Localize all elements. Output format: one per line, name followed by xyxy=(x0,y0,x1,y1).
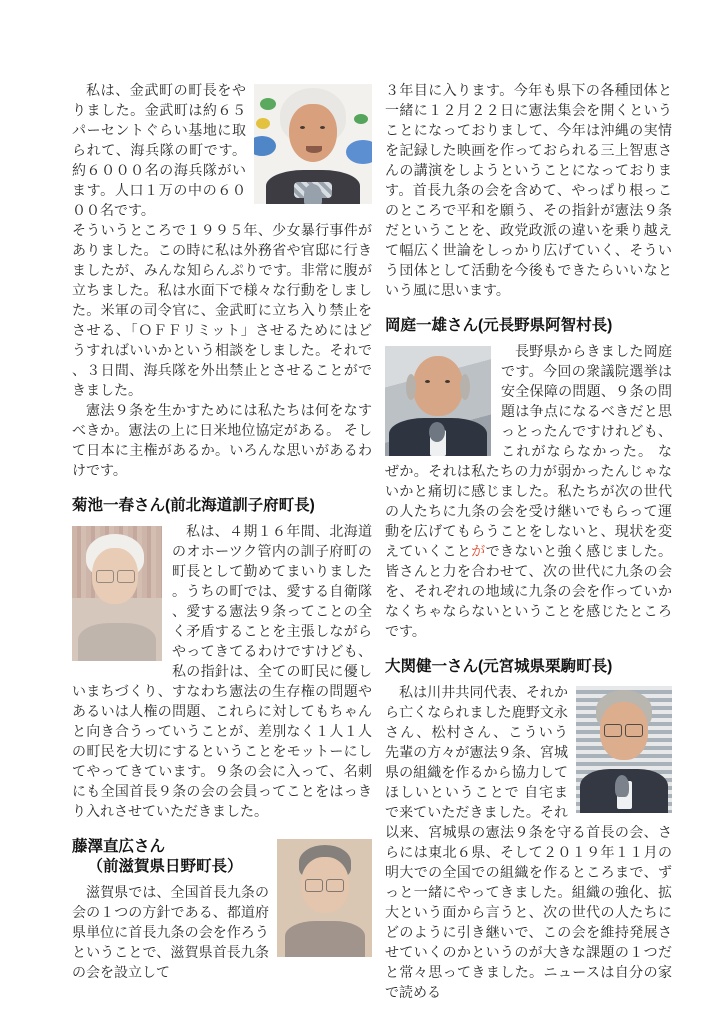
banner-shape xyxy=(346,140,372,164)
glasses xyxy=(96,570,114,583)
microphone-icon xyxy=(304,184,322,204)
paragraph-text: 私は、４期１６年間、北海道のオホーツク管内の訓子府町の町長として勤めてまいりました。うちの町では、愛する自衛隊、愛する憲法９条ってことの全く矛盾することを主張しながらやってきてるわけですけども、私の指針は、全ての町民に優しいまちづくり、すなわち憲法の生存権の問題やあるいは人権の問題、これらに対してもちゃんと向き合うっていうことが、差別なく１人１人の町民を大切にするということをモットーにしてやってきています。９条の会に入って、名刺にも全国首長９条の会の会員ってことをはっきり入れさせていただきました。 xyxy=(72,525,372,820)
ozeki-paragraph xyxy=(385,684,672,1004)
heading-ozeki xyxy=(385,657,672,677)
eye xyxy=(300,126,305,129)
paragraph-text: ３年目に入ります。今年も県下の各種団体と一緒に１２月２２日に憲法集会を開くということになっておりまして、今年は沖縄の実情を記録した映画を作っておられる三上智恵さんの講演をしようということになっております。首長九条の会を含めて、やっぱり根っこのところで平和を願う、その指針が憲法９条だということを、政党政派の違いを乗り越えて幅広く世論をしっかり広げていく、そういう団体として活動を今後もできたらいいなという風に思います。 xyxy=(385,84,672,299)
heading-kikuchi xyxy=(72,496,372,516)
paragraph-text: そういうところで１９９５年、少女暴行事件がありました。この時に私は外務省や官邸に行きましたが、みんな知らんぷりです。非常に腹が立ちました。私は水面下で様々な行動をしました。米軍の司令官に、金武町に立ち入り禁止をさせる、「ＯＦＦリミット」させるためにはどうすればいいかという相談をしました。それで、３日間、海兵隊を外出禁止とさせることができました。 xyxy=(72,224,372,399)
heading-text: 菊池一春さん(前北海道訓子府町長) xyxy=(72,497,315,514)
banner-shape xyxy=(256,118,270,129)
paragraph-text: 滋賀県では、全国首長九条の会の１つの方針である、都道府県単位に首長九条の会を作ろうということで、滋賀県首長九条の会を設立して xyxy=(72,886,269,981)
speaker1-paragraph-2 xyxy=(72,222,372,402)
jacket xyxy=(78,623,156,661)
speaker1-paragraph-3 xyxy=(72,402,372,482)
okaniwa-paragraph xyxy=(385,343,672,643)
glasses xyxy=(604,724,622,737)
kikuchi-paragraph xyxy=(72,523,372,823)
photo-ozeki xyxy=(576,686,672,813)
paragraph-text: 憲法９条を生かすためには私たちは何をなすべきか。憲法の上に日米地位協定がある。 そして日本に主権があるか。いろんな思いがあるわけです。 xyxy=(72,404,372,479)
glasses xyxy=(326,879,344,892)
two-column-layout xyxy=(72,82,672,1004)
paragraph-text: できないと強く感じました。皆さんと力を合わせて、次の世代に九条の会を、それぞれの地域に九条の会を作っていかなくちゃならないということを感じたところです。 xyxy=(385,545,673,640)
photo-okaniwa xyxy=(385,346,491,456)
eye xyxy=(320,126,325,129)
microphone-icon xyxy=(615,775,629,797)
paragraph-text: 長野県からきました岡庭です。今回の衆議院選挙は安全保障の問題、９条の問題は争点になるべきだと思っとったんですけれども、これがならなかった。 なぜか。それは私たちの力が弱かったんじゃないかと痛切に感じました。私たちが次の世代の人たちに九条の会を受け継いでもらって運動を広げてもらうことをしないと、現状を変えていくこと xyxy=(385,345,672,560)
banner-shape xyxy=(254,136,276,156)
heading-text: 岡庭一雄さん(元長野県阿智村長) xyxy=(385,317,613,334)
banner-shape xyxy=(260,98,276,110)
photo-kin-town-mayor xyxy=(254,84,372,204)
banner-shape xyxy=(354,114,368,124)
hair xyxy=(460,374,470,400)
continuation-paragraph xyxy=(385,82,672,302)
left-column xyxy=(72,82,372,1004)
heading-name: 藤澤直広さん xyxy=(72,838,166,855)
photo-kikuchi xyxy=(72,526,162,661)
fujisawa-section xyxy=(72,837,372,984)
heading-title: （前滋賀県日野町長） xyxy=(87,858,243,875)
microphone-icon xyxy=(429,422,445,442)
right-column xyxy=(385,82,672,1004)
photo-fujisawa xyxy=(277,839,372,957)
paragraph-text: 私は、金武町の町長をやりました。金武町は約６５パーセントぐらい基地に取られて、海兵隊の町です。約６０００名の海兵隊がいます。人口１万の中の６０００名です。 xyxy=(72,84,246,219)
face xyxy=(413,356,463,416)
glasses xyxy=(625,724,643,737)
shirt xyxy=(285,921,365,957)
glasses xyxy=(305,879,323,892)
heading-okaniwa xyxy=(385,316,672,336)
face xyxy=(289,104,337,162)
heading-text: 大関健一さん(元宮城県栗駒町長) xyxy=(385,658,613,675)
eye xyxy=(445,380,450,383)
speaker1-paragraph-1 xyxy=(72,82,372,222)
hair xyxy=(406,374,416,400)
red-particle: が xyxy=(471,545,486,560)
paragraph-text: 私は川井共同代表、それから亡くなられました鹿野文永さん、松村さん、こういう先輩の方々が憲法９条、宮城県の組織を作るから協力してほしいということで 自宅まで来ていただきました。それ以来、宮城県の憲法９条を守る首長の会、さらには東北６県、そして２０１９年１１月の明大での全国での組織を作るところまで、ずっと一緒にやってきました。組織の強化、拡大という面から言うと、次の世代の人たちにどのように引き継いで、この会を維持発展させていくのかというのが大きな課題の１つだと常々思ってきました。ニュースは自分の家で読める xyxy=(385,686,672,1001)
mouth xyxy=(306,146,322,153)
glasses xyxy=(117,570,135,583)
eye xyxy=(425,380,430,383)
